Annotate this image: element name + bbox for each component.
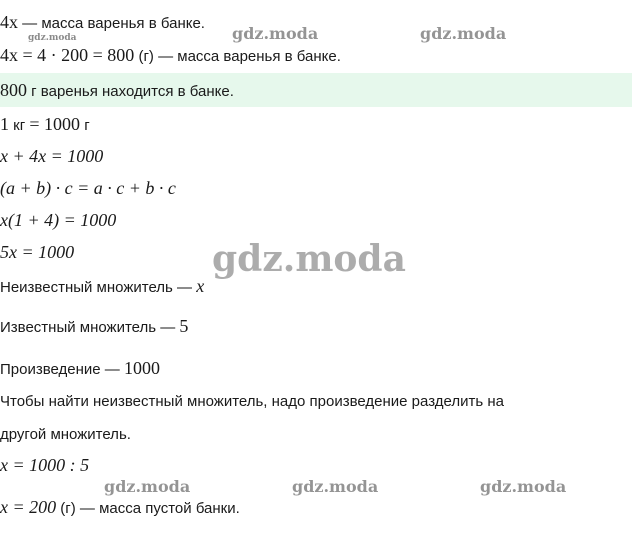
math-x: x xyxy=(196,276,205,296)
text-rule-2: другой множитель. xyxy=(0,426,131,443)
line-mass-jam-expr xyxy=(0,12,205,34)
line-answer-jam xyxy=(0,80,234,102)
math-factored: x(1 + 4) = 1000 xyxy=(0,210,117,230)
text-jam-mass-2: (г) — масса варенья в банке. xyxy=(134,48,341,65)
watermark-tiny: gdz.moda xyxy=(28,33,77,43)
line-rule-2 xyxy=(0,425,131,445)
text-kg: кг xyxy=(9,117,30,134)
math-1000: = 1000 xyxy=(29,114,81,134)
text-g: г xyxy=(80,117,90,134)
math-4x: 4x xyxy=(0,12,18,32)
math-800: 800 xyxy=(0,80,27,100)
math-product-value: 1000 xyxy=(123,358,160,378)
text-known-factor: Известный множитель — xyxy=(0,319,180,336)
line-equation xyxy=(0,146,103,168)
math-x-200: x = 200 xyxy=(0,497,57,517)
math-5x: 5x = 1000 xyxy=(0,242,75,262)
watermark-top-2: gdz.moda xyxy=(420,24,507,43)
text-jam-mass: — масса варенья в банке. xyxy=(18,15,205,32)
math-equation: x + 4x = 1000 xyxy=(0,146,104,166)
line-division xyxy=(0,455,89,477)
math-distributive: (a + b) · c = a · c + b · c xyxy=(0,178,176,198)
line-mass-jam-calc xyxy=(0,45,341,67)
math-5: 5 xyxy=(179,316,189,336)
line-rule-1 xyxy=(0,392,504,412)
line-empty-jar xyxy=(0,497,240,519)
line-kg-conversion xyxy=(0,114,90,136)
text-empty-jar: (г) — масса пустой банки. xyxy=(56,500,240,517)
line-known-factor xyxy=(0,316,188,338)
math-division: x = 1000 : 5 xyxy=(0,455,90,475)
watermark-top-1: gdz.moda xyxy=(232,24,319,43)
text-answer-jam: г варенья находится в банке. xyxy=(27,83,234,100)
math-1: 1 xyxy=(0,114,9,134)
text-product: Произведение — xyxy=(0,361,124,378)
line-distributive xyxy=(0,178,176,200)
watermark-bottom-3: gdz.moda xyxy=(480,477,567,496)
math-4x-calc: 4x = 4 · 200 = 800 xyxy=(0,45,135,65)
line-factored xyxy=(0,210,116,232)
watermark-bottom-2: gdz.moda xyxy=(292,477,379,496)
line-unknown-factor xyxy=(0,276,204,298)
watermark-bottom-1: gdz.moda xyxy=(104,477,191,496)
watermark-big: gdz.moda xyxy=(212,238,406,280)
text-unknown-factor: Неизвестный множитель — xyxy=(0,279,197,296)
line-product xyxy=(0,358,160,380)
line-5x xyxy=(0,242,74,264)
text-rule-1: Чтобы найти неизвестный множитель, надо произведение разделить на xyxy=(0,393,504,410)
